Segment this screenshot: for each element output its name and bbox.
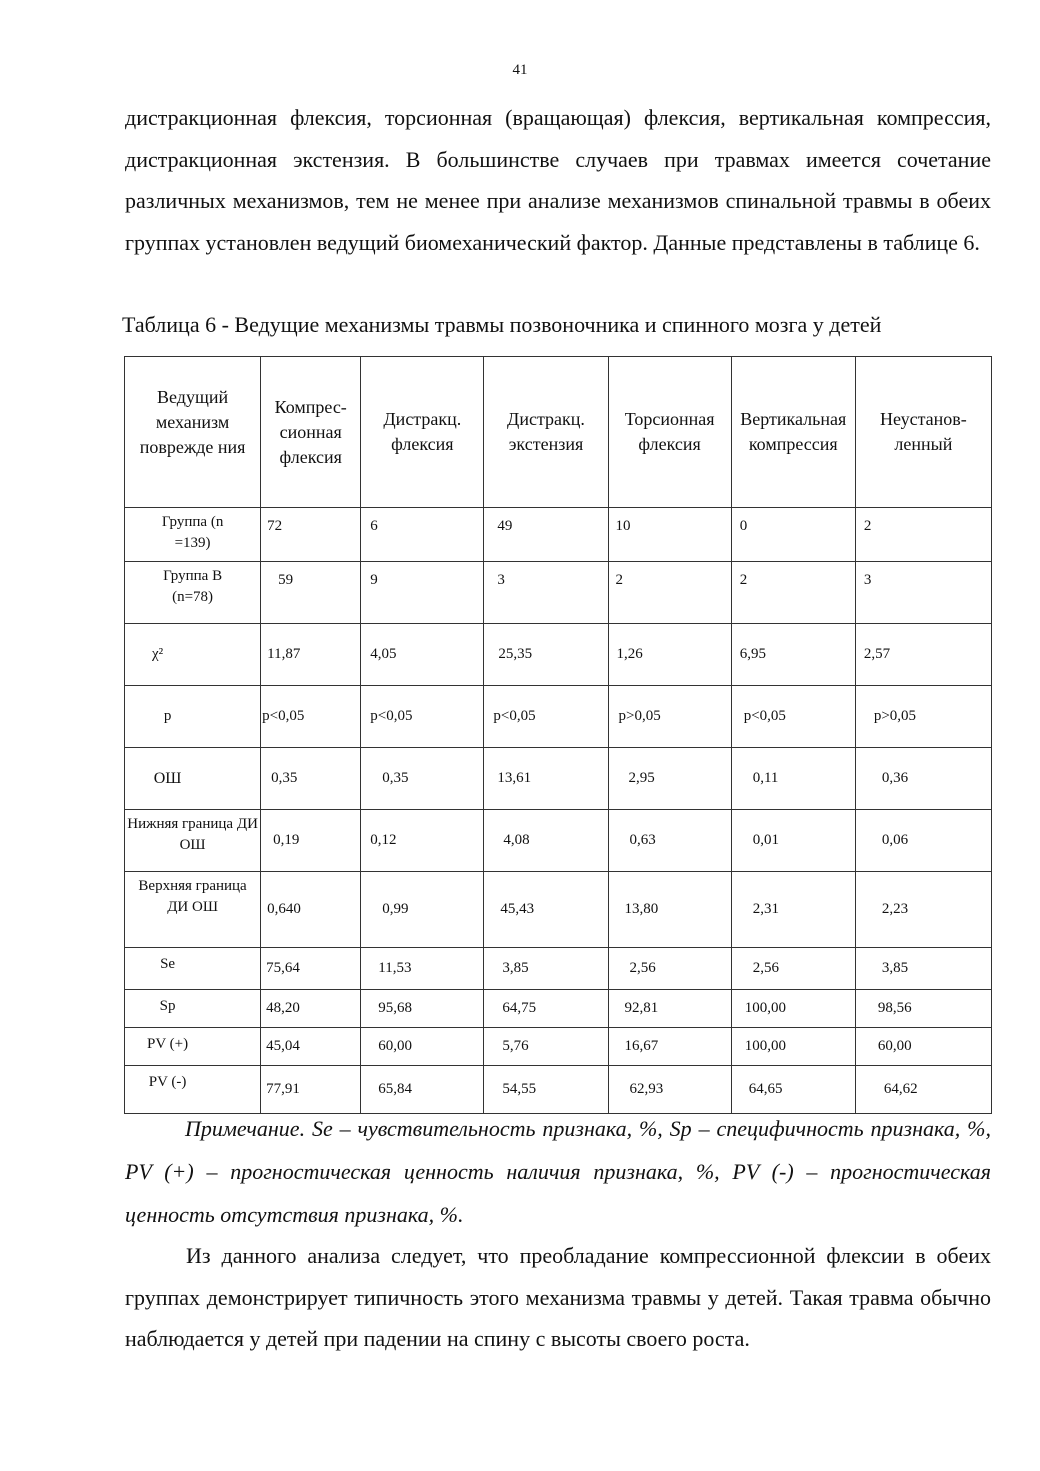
table-cell: p<0,05 <box>261 686 361 748</box>
table-cell: 92,81 <box>608 990 731 1028</box>
table-cell: 2,31 <box>731 872 855 948</box>
table-cell: 98,56 <box>855 990 991 1028</box>
table-cell: 0,640 <box>261 872 361 948</box>
table-cell: 13,61 <box>484 748 608 810</box>
table-cell: 3 <box>855 562 991 624</box>
table-cell: 4,05 <box>361 624 484 686</box>
row-label-pv-minus: PV (-) <box>125 1066 261 1114</box>
row-label-ci-lower: Нижняя граница ДИ ОШ <box>125 810 261 872</box>
table-cell: 0,12 <box>361 810 484 872</box>
table-cell: 0,19 <box>261 810 361 872</box>
mechanisms-table <box>124 356 992 1114</box>
header-mechanism: Ведущий механизм поврежде ния <box>125 357 261 508</box>
table-cell: 3 <box>484 562 608 624</box>
table-header-row <box>125 357 992 508</box>
table-cell: 11,87 <box>261 624 361 686</box>
table-cell: 75,64 <box>261 948 361 990</box>
table-cell: p>0,05 <box>608 686 731 748</box>
table-cell: 2 <box>731 562 855 624</box>
table-cell: 45,04 <box>261 1028 361 1066</box>
table-row <box>125 508 992 562</box>
row-label-group-a: Группа (n =139) <box>125 508 261 562</box>
conclusion-paragraph: Из данного анализа следует, что преобладание компрессионной флексии в обеих группах демонстрирует типичность этого механизма травмы у детей. Такая травма обычно наблюдается у детей при падении на спину с высоты своего роста. <box>125 1243 991 1351</box>
row-label-chi-square: χ² <box>125 624 261 686</box>
table-cell: 48,20 <box>261 990 361 1028</box>
table-row <box>125 686 992 748</box>
table-cell: 6,95 <box>731 624 855 686</box>
table-cell: 60,00 <box>855 1028 991 1066</box>
table-cell: 2,23 <box>855 872 991 948</box>
table-cell: 11,53 <box>361 948 484 990</box>
table-cell: 100,00 <box>731 1028 855 1066</box>
row-label-pv-plus: PV (+) <box>125 1028 261 1066</box>
table-row <box>125 810 992 872</box>
row-label-group-b: Группа В (n=78) <box>125 562 261 624</box>
table-cell: 6 <box>361 508 484 562</box>
table-cell: 65,84 <box>361 1066 484 1114</box>
table-cell: 1,26 <box>608 624 731 686</box>
header-distraction-extension: Дистракц. экстензия <box>484 357 608 508</box>
row-label-sp: Sp <box>125 990 261 1028</box>
table-cell: 2,57 <box>855 624 991 686</box>
table-cell: 25,35 <box>484 624 608 686</box>
row-label-odds-ratio: ОШ <box>125 748 261 810</box>
header-compression-flexion: Компрес-сионная флексия <box>261 357 361 508</box>
table-cell: 0,01 <box>731 810 855 872</box>
table-cell: 62,93 <box>608 1066 731 1114</box>
table-cell: 9 <box>361 562 484 624</box>
header-torsion-flexion: Торсионная флексия <box>608 357 731 508</box>
table-row <box>125 990 992 1028</box>
table-cell: 2,56 <box>731 948 855 990</box>
table-cell: 10 <box>608 508 731 562</box>
table-note: Примечание. Se – чувствительность признака, %, Sp – специфичность признака, %, PV (+) – прогностическая ценность наличия признака, %, PV (-) – прогностическая ценность отсутствия признака, %. <box>125 1116 991 1227</box>
table-cell: 95,68 <box>361 990 484 1028</box>
table-cell: 64,75 <box>484 990 608 1028</box>
table-cell: 59 <box>261 562 361 624</box>
intro-paragraph: дистракционная флексия, торсионная (вращающая) флексия, вертикальная компрессия, дистракционная экстензия. В большинстве случаев при травмах имеется сочетание различных механизмов, тем не менее при анализе механизмов спинальной травмы в обеих группах установлен ведущий биомеханический фактор. Данные представлены в таблице 6. <box>125 105 991 255</box>
table-cell: 4,08 <box>484 810 608 872</box>
table-cell: 64,65 <box>731 1066 855 1114</box>
table-cell: p<0,05 <box>731 686 855 748</box>
table-cell: 60,00 <box>361 1028 484 1066</box>
table-cell: 2 <box>855 508 991 562</box>
row-label-ci-upper: Верхняя граница ДИ ОШ <box>125 872 261 948</box>
table-row <box>125 624 992 686</box>
table-cell: 0,35 <box>361 748 484 810</box>
page-number: 41 <box>512 62 528 78</box>
table-cell: 0 <box>731 508 855 562</box>
table-cell: 0,99 <box>361 872 484 948</box>
table-cell: 45,43 <box>484 872 608 948</box>
header-vertical-compression: Вертикальная компрессия <box>731 357 855 508</box>
row-label-p-value: p <box>125 686 261 748</box>
row-label-se: Se <box>125 948 261 990</box>
table-row <box>125 1028 992 1066</box>
table-row <box>125 872 992 948</box>
table-cell: 72 <box>261 508 361 562</box>
table-cell: 16,67 <box>608 1028 731 1066</box>
table-cell: 5,76 <box>484 1028 608 1066</box>
table-caption: Таблица 6 - Ведущие механизмы травмы позвоночника и спинного мозга у детей <box>122 312 882 337</box>
table-row <box>125 748 992 810</box>
table-cell: 54,55 <box>484 1066 608 1114</box>
table-cell: 0,63 <box>608 810 731 872</box>
table-cell: 3,85 <box>855 948 991 990</box>
table-row <box>125 948 992 990</box>
table-cell: p<0,05 <box>484 686 608 748</box>
table-cell: 2,56 <box>608 948 731 990</box>
header-undetermined: Неустанов-ленный <box>855 357 991 508</box>
table-cell: 3,85 <box>484 948 608 990</box>
table-cell: 2 <box>608 562 731 624</box>
table-cell: 0,11 <box>731 748 855 810</box>
header-distraction-flexion: Дистракц. флексия <box>361 357 484 508</box>
table-cell: 2,95 <box>608 748 731 810</box>
table-cell: 49 <box>484 508 608 562</box>
table-cell: p<0,05 <box>361 686 484 748</box>
table-cell: 13,80 <box>608 872 731 948</box>
table-cell: 0,35 <box>261 748 361 810</box>
table-row <box>125 562 992 624</box>
table-cell: 77,91 <box>261 1066 361 1114</box>
table-cell: 0,06 <box>855 810 991 872</box>
table-cell: 100,00 <box>731 990 855 1028</box>
table-cell: 0,36 <box>855 748 991 810</box>
table-cell: 64,62 <box>855 1066 991 1114</box>
table-cell: p>0,05 <box>855 686 991 748</box>
